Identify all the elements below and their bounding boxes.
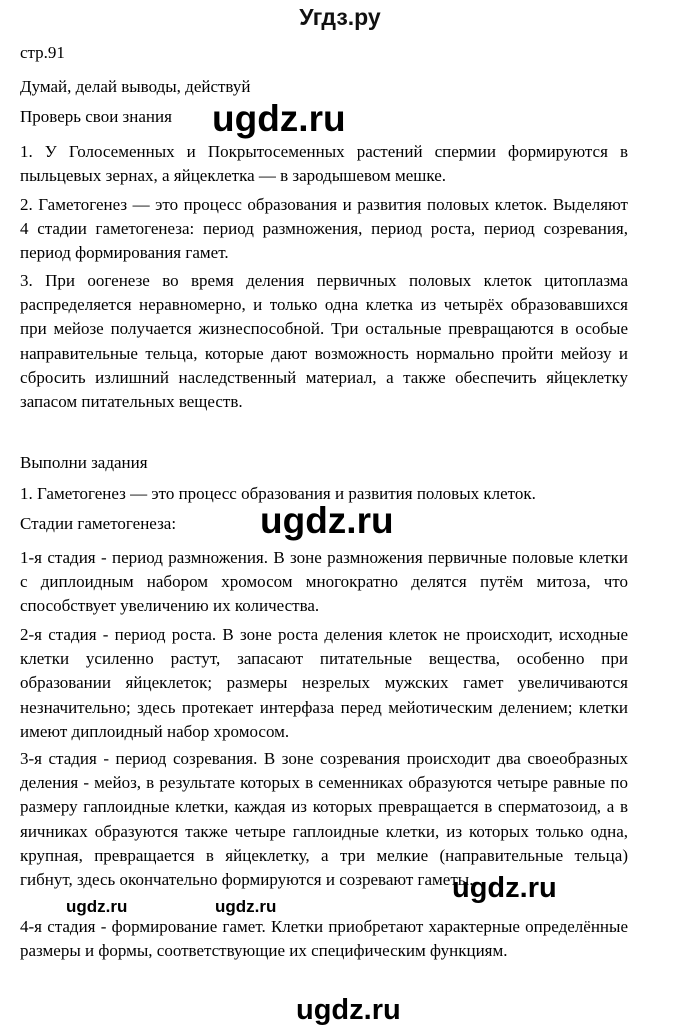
- watermark-right: ugdz.ru: [452, 872, 557, 904]
- watermark-small-center: ugdz.ru: [215, 897, 277, 916]
- section-title: Думай, делай выводы, действуй: [20, 77, 251, 96]
- stage-paragraph-2: 2-я стадия - период роста. В зоне роста деления клеток не происходит, исходные клетки усиленно растут, запасают питательные вещества, особенно при образовании яйцеклеток; размеры незрелых мужских гамет увеличиваются незначительно; здесь протекает интерфаза перед мейотическим делением; клетки имеют диплоидный набор хромосом.: [20, 625, 628, 741]
- watermark-top: ugdz.ru: [212, 98, 346, 139]
- tasks-heading: Выполни задания: [20, 453, 148, 472]
- answer-paragraph-3: 3. При оогенезе во время деления первичных половых клеток цитоплазма распределяется неравномерно, и только одна клетка из четырёх образовавшихся при мейозе получается жизнеспособной. Три остальные превращаются в особые направительные тельца, которые дают возможность нормально пройти мейозу и сбросить излишний наследственный материал, а также обеспечить яйцеклетку запасом питательных веществ.: [20, 271, 628, 412]
- watermark-bottom: ugdz.ru: [296, 994, 401, 1026]
- answer-paragraph-2: 2. Гаметогенез — это процесс образования и развития половых клеток. Выделяют 4 стадии гаметогенеза: период размножения, период роста, период созревания, период формирования гамет.: [20, 195, 628, 263]
- stage-paragraph-4: 4-я стадия - формирование гамет. Клетки приобретают характерные определённые размеры и формы, соответствующие их специфическим функциям.: [20, 917, 628, 961]
- watermark-small-left: ugdz.ru: [66, 897, 128, 916]
- stages-heading: Стадии гаметогенеза:: [20, 514, 177, 533]
- watermark-middle: ugdz.ru: [260, 500, 394, 541]
- site-title: Угдз.ру: [299, 4, 381, 30]
- check-knowledge-heading: Проверь свои знания: [20, 107, 172, 126]
- stage-paragraph-1: 1-я стадия - период размножения. В зоне размножения первичные половые клетки с диплоидным набором хромосом многократно делятся путём митоза, что способствует увеличению их количества.: [20, 548, 628, 616]
- page-reference: стр.91: [20, 43, 65, 62]
- answer-paragraph-1: 1. У Голосеменных и Покрытосеменных растений спермии формируются в пыльцевых зернах, а яйцеклетка — в зародышевом мешке.: [20, 142, 628, 186]
- gametogenesis-definition: 1. Гаметогенез — это процесс образования и развития половых клеток.: [20, 484, 536, 503]
- stage-paragraph-3: 3-я стадия - период созревания. В зоне созревания происходит два своеобразных деления - мейоз, в результате которых в семенниках образуются четыре равные по размеру гаплоидные клетки, каждая из которых превращается в сперматозоид, а в яичниках образуются также четыре гаплоидные клетки, из которых только одна, крупная, превращается в яйцеклетку, а три мелкие (направительные тельца) гибнут, здесь окончательно формируются и созревают гаметы.: [20, 749, 628, 890]
